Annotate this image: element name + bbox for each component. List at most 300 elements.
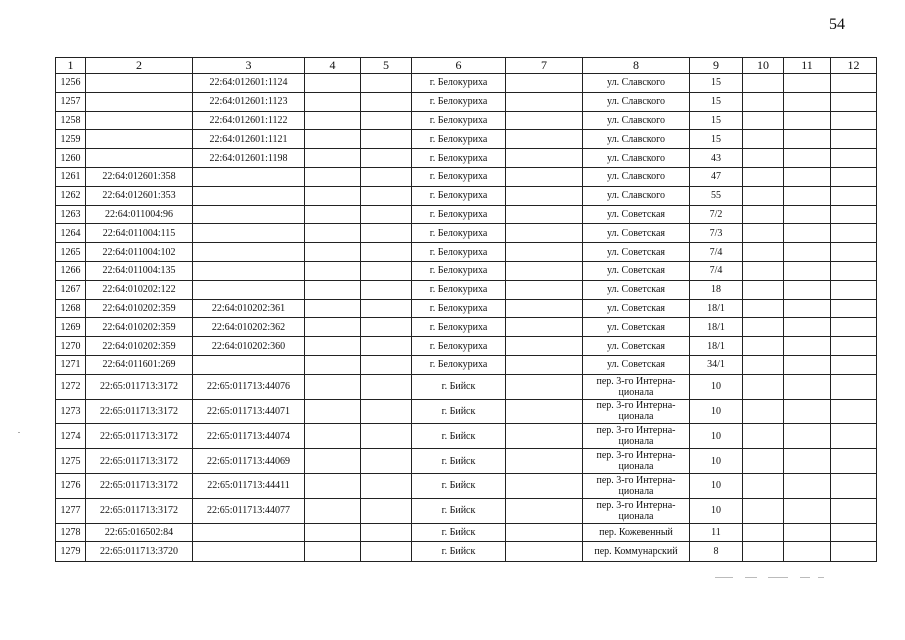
table-cell <box>743 261 784 280</box>
table-cell <box>305 449 361 474</box>
table-cell <box>831 399 877 424</box>
table-cell: 22:64:012601:353 <box>86 186 193 205</box>
table-cell: 22:64:012601:1123 <box>193 92 305 111</box>
table-cell <box>506 92 583 111</box>
table-cell <box>361 318 412 337</box>
table-cell: 7/4 <box>690 243 743 262</box>
table-cell: 1262 <box>56 186 86 205</box>
table-cell <box>305 280 361 299</box>
table-cell <box>305 205 361 224</box>
column-header: 1 <box>56 58 86 74</box>
column-header: 7 <box>506 58 583 74</box>
table-cell: 22:65:011713:44071 <box>193 399 305 424</box>
table-cell <box>506 374 583 399</box>
table-cell: г. Белокуриха <box>412 355 506 374</box>
table-cell: 10 <box>690 399 743 424</box>
table-cell <box>784 149 831 168</box>
table-cell <box>784 261 831 280</box>
table-cell: 22:64:011004:115 <box>86 224 193 243</box>
column-header: 10 <box>743 58 784 74</box>
table-cell: ул. Советская <box>583 205 690 224</box>
table-cell <box>743 149 784 168</box>
table-cell <box>784 224 831 243</box>
table-cell <box>86 74 193 93</box>
table-cell <box>361 261 412 280</box>
table-cell: 22:64:012601:1198 <box>193 149 305 168</box>
table-cell: ул. Славского <box>583 186 690 205</box>
table-cell: 22:64:010202:359 <box>86 318 193 337</box>
table-cell <box>831 261 877 280</box>
table-cell: 22:65:011713:44076 <box>193 374 305 399</box>
table-cell: 43 <box>690 149 743 168</box>
table-cell <box>305 130 361 149</box>
table-row <box>56 337 877 356</box>
table-cell <box>506 243 583 262</box>
table-cell: 18/1 <box>690 337 743 356</box>
table-cell: 15 <box>690 130 743 149</box>
scan-artifact <box>768 577 788 578</box>
table-cell <box>361 299 412 318</box>
table-cell <box>743 92 784 111</box>
table-cell: г. Белокуриха <box>412 74 506 93</box>
table-cell <box>784 299 831 318</box>
table-cell <box>506 280 583 299</box>
table-cell <box>305 92 361 111</box>
column-header: 11 <box>784 58 831 74</box>
table-row <box>56 523 877 542</box>
table-cell <box>784 243 831 262</box>
table-cell <box>361 167 412 186</box>
table-cell: ул. Советская <box>583 318 690 337</box>
table-cell: г. Бийск <box>412 449 506 474</box>
table-cell <box>305 473 361 498</box>
table-cell <box>743 243 784 262</box>
table-cell <box>305 243 361 262</box>
table-row <box>56 111 877 130</box>
table-cell: 1275 <box>56 449 86 474</box>
column-header: 8 <box>583 58 690 74</box>
table-cell: 22:64:010202:361 <box>193 299 305 318</box>
table-cell: 22:64:011601:269 <box>86 355 193 374</box>
table-cell: 22:65:011713:44074 <box>193 424 305 449</box>
table-cell: г. Бийск <box>412 523 506 542</box>
table-cell <box>743 424 784 449</box>
table-cell: 22:64:010202:359 <box>86 299 193 318</box>
table-cell: 55 <box>690 186 743 205</box>
table-cell <box>743 130 784 149</box>
table-cell <box>784 186 831 205</box>
table-cell: 7/4 <box>690 261 743 280</box>
table-cell <box>784 318 831 337</box>
table-row <box>56 224 877 243</box>
table-cell: 1264 <box>56 224 86 243</box>
table-cell: г. Белокуриха <box>412 205 506 224</box>
table-cell <box>506 498 583 523</box>
table-cell <box>305 337 361 356</box>
table-cell: 11 <box>690 523 743 542</box>
table-cell: ул. Славского <box>583 92 690 111</box>
table-cell: 22:64:012601:1122 <box>193 111 305 130</box>
table-cell: 1278 <box>56 523 86 542</box>
table-cell <box>743 224 784 243</box>
column-header: 4 <box>305 58 361 74</box>
table-cell <box>506 130 583 149</box>
table-row <box>56 205 877 224</box>
table-cell <box>743 498 784 523</box>
table-cell <box>831 74 877 93</box>
table-row <box>56 186 877 205</box>
table-cell <box>305 355 361 374</box>
table-cell <box>193 523 305 542</box>
table-cell <box>361 186 412 205</box>
table-cell: 1263 <box>56 205 86 224</box>
table-cell <box>831 149 877 168</box>
table-cell <box>361 92 412 111</box>
table-cell <box>361 205 412 224</box>
table-cell <box>193 224 305 243</box>
table-cell <box>784 449 831 474</box>
table-cell: 22:64:012601:1124 <box>193 74 305 93</box>
table-cell <box>305 424 361 449</box>
table-cell <box>506 449 583 474</box>
table-cell: 18/1 <box>690 318 743 337</box>
table-cell <box>361 74 412 93</box>
table-cell: г. Белокуриха <box>412 318 506 337</box>
table-cell <box>784 424 831 449</box>
table-cell <box>784 205 831 224</box>
table-cell <box>506 473 583 498</box>
table-cell: г. Белокуриха <box>412 280 506 299</box>
table-cell: 1270 <box>56 337 86 356</box>
table-cell: 22:65:011713:3172 <box>86 498 193 523</box>
table-cell <box>831 299 877 318</box>
table-cell <box>743 374 784 399</box>
table-cell <box>361 224 412 243</box>
table-cell <box>506 337 583 356</box>
table-cell: ул. Советская <box>583 355 690 374</box>
table-row <box>56 542 877 562</box>
table-cell: 1274 <box>56 424 86 449</box>
table-cell: 1256 <box>56 74 86 93</box>
table-cell: 22:65:011713:44069 <box>193 449 305 474</box>
table-row <box>56 449 877 474</box>
table-cell: г. Бийск <box>412 399 506 424</box>
table-cell <box>743 542 784 562</box>
table-cell <box>86 149 193 168</box>
table-cell <box>831 224 877 243</box>
table-cell <box>305 318 361 337</box>
table-cell: пер. Кожевенный <box>583 523 690 542</box>
table-cell <box>743 299 784 318</box>
table-cell: ул. Советская <box>583 243 690 262</box>
table-cell: 22:64:011004:135 <box>86 261 193 280</box>
table-cell <box>361 111 412 130</box>
table-cell: ул. Славского <box>583 130 690 149</box>
table-cell <box>743 186 784 205</box>
column-header: 6 <box>412 58 506 74</box>
table-cell <box>506 186 583 205</box>
table-cell <box>784 355 831 374</box>
table-cell: ул. Славского <box>583 74 690 93</box>
table-cell: пер. 3-го Интерна- ционала <box>583 424 690 449</box>
table-cell: 22:65:011713:3172 <box>86 399 193 424</box>
table-cell <box>506 399 583 424</box>
table-cell: 22:64:010202:362 <box>193 318 305 337</box>
table-cell <box>193 243 305 262</box>
table-cell <box>743 355 784 374</box>
table-cell <box>305 542 361 562</box>
table-cell: 22:65:011713:3172 <box>86 374 193 399</box>
table-cell <box>784 74 831 93</box>
table-cell: 22:64:010202:360 <box>193 337 305 356</box>
table-cell <box>86 130 193 149</box>
table-cell <box>743 337 784 356</box>
table-cell <box>784 130 831 149</box>
table-cell: 10 <box>690 473 743 498</box>
table-cell: пер. 3-го Интерна- ционала <box>583 374 690 399</box>
table-cell: г. Бийск <box>412 473 506 498</box>
table-cell: 1268 <box>56 299 86 318</box>
table-row <box>56 399 877 424</box>
table-row <box>56 498 877 523</box>
table-cell: пер. 3-го Интерна- ционала <box>583 399 690 424</box>
table-cell <box>506 318 583 337</box>
table-cell <box>305 111 361 130</box>
table-row <box>56 130 877 149</box>
table-cell: 22:65:011713:3172 <box>86 449 193 474</box>
table-cell <box>506 205 583 224</box>
table-cell: г. Белокуриха <box>412 261 506 280</box>
table-cell: 34/1 <box>690 355 743 374</box>
column-header: 5 <box>361 58 412 74</box>
table-cell <box>361 399 412 424</box>
table-row <box>56 149 877 168</box>
table-cell <box>831 167 877 186</box>
table-cell <box>506 542 583 562</box>
table-cell: г. Белокуриха <box>412 186 506 205</box>
table-cell: г. Белокуриха <box>412 92 506 111</box>
column-header: 12 <box>831 58 877 74</box>
table-cell: г. Белокуриха <box>412 149 506 168</box>
table-cell: 22:64:011004:102 <box>86 243 193 262</box>
table-cell: 1277 <box>56 498 86 523</box>
table-cell: г. Белокуриха <box>412 224 506 243</box>
table-cell <box>86 92 193 111</box>
table-cell: г. Бийск <box>412 424 506 449</box>
table-cell: г. Белокуриха <box>412 299 506 318</box>
table-row <box>56 74 877 93</box>
table-cell: 1259 <box>56 130 86 149</box>
table-cell: 1267 <box>56 280 86 299</box>
table-cell: 18/1 <box>690 299 743 318</box>
table-cell <box>361 337 412 356</box>
table-cell <box>831 92 877 111</box>
table-cell <box>743 167 784 186</box>
table-cell <box>361 542 412 562</box>
table-cell: 22:64:010202:122 <box>86 280 193 299</box>
table-cell <box>743 318 784 337</box>
table-cell <box>305 74 361 93</box>
table-cell: г. Бийск <box>412 542 506 562</box>
table-cell <box>831 111 877 130</box>
table-cell <box>361 149 412 168</box>
table-cell: 15 <box>690 111 743 130</box>
table-cell <box>361 424 412 449</box>
table-cell: пер. 3-го Интерна- ционала <box>583 473 690 498</box>
table-cell: 7/3 <box>690 224 743 243</box>
table-cell <box>743 111 784 130</box>
table-cell: 1279 <box>56 542 86 562</box>
table-row <box>56 92 877 111</box>
table-cell: 22:64:012601:358 <box>86 167 193 186</box>
table-cell <box>831 280 877 299</box>
table-cell <box>831 449 877 474</box>
table-cell: 1261 <box>56 167 86 186</box>
table-cell <box>506 424 583 449</box>
register-body <box>56 74 877 562</box>
table-cell <box>193 280 305 299</box>
table-cell: 10 <box>690 449 743 474</box>
table-cell <box>784 337 831 356</box>
table-cell <box>305 261 361 280</box>
scan-artifact <box>800 577 810 578</box>
table-cell: 1258 <box>56 111 86 130</box>
table-cell <box>305 149 361 168</box>
table-cell: 1257 <box>56 92 86 111</box>
column-header: 2 <box>86 58 193 74</box>
table-cell: 22:64:012601:1121 <box>193 130 305 149</box>
table-row <box>56 473 877 498</box>
table-cell: ул. Советская <box>583 299 690 318</box>
table-cell <box>831 473 877 498</box>
table-cell <box>831 355 877 374</box>
table-row <box>56 299 877 318</box>
table-cell <box>305 167 361 186</box>
table-cell: 22:64:011004:96 <box>86 205 193 224</box>
table-cell: 8 <box>690 542 743 562</box>
table-cell <box>506 74 583 93</box>
scan-artifact <box>18 432 20 433</box>
table-cell: пер. 3-го Интерна- ционала <box>583 498 690 523</box>
table-cell <box>743 399 784 424</box>
table-cell: ул. Советская <box>583 280 690 299</box>
register-table <box>55 57 877 562</box>
table-cell <box>831 498 877 523</box>
table-cell <box>831 318 877 337</box>
header-row <box>56 58 877 74</box>
table-cell <box>361 355 412 374</box>
table-cell: 47 <box>690 167 743 186</box>
table-cell <box>193 167 305 186</box>
table-cell <box>305 299 361 318</box>
table-cell <box>831 186 877 205</box>
scan-artifact <box>745 577 757 578</box>
table-cell <box>784 280 831 299</box>
table-cell <box>506 261 583 280</box>
table-cell <box>831 542 877 562</box>
table-cell: ул. Славского <box>583 167 690 186</box>
table-cell: 1266 <box>56 261 86 280</box>
table-cell <box>305 523 361 542</box>
table-cell <box>831 130 877 149</box>
table-cell <box>506 523 583 542</box>
table-cell <box>784 92 831 111</box>
table-cell <box>305 498 361 523</box>
table-cell <box>506 355 583 374</box>
scan-artifact <box>818 577 824 578</box>
table-cell <box>831 523 877 542</box>
table-cell: 1271 <box>56 355 86 374</box>
table-cell: г. Белокуриха <box>412 111 506 130</box>
table-cell: 1260 <box>56 149 86 168</box>
table-row <box>56 280 877 299</box>
table-cell <box>305 374 361 399</box>
table-cell <box>784 167 831 186</box>
table-cell: 15 <box>690 92 743 111</box>
table-cell <box>831 337 877 356</box>
table-cell <box>506 299 583 318</box>
table-cell: ул. Славского <box>583 111 690 130</box>
table-cell <box>743 205 784 224</box>
table-cell: г. Белокуриха <box>412 130 506 149</box>
table-row <box>56 424 877 449</box>
table-cell: 22:65:011713:3720 <box>86 542 193 562</box>
table-cell <box>361 130 412 149</box>
table-row <box>56 318 877 337</box>
table-row <box>56 261 877 280</box>
table-row <box>56 355 877 374</box>
table-cell <box>361 498 412 523</box>
table-cell: 1273 <box>56 399 86 424</box>
table-cell <box>506 149 583 168</box>
table-cell <box>743 449 784 474</box>
table-cell <box>506 111 583 130</box>
table-cell <box>305 399 361 424</box>
table-cell: 18 <box>690 280 743 299</box>
table-cell <box>784 374 831 399</box>
table-cell: 22:65:016502:84 <box>86 523 193 542</box>
table-cell: 22:65:011713:3172 <box>86 424 193 449</box>
table-cell: 10 <box>690 424 743 449</box>
table-cell: 7/2 <box>690 205 743 224</box>
table-cell <box>361 523 412 542</box>
table-cell <box>743 523 784 542</box>
table-cell <box>193 261 305 280</box>
table-cell: ул. Советская <box>583 224 690 243</box>
table-cell: 15 <box>690 74 743 93</box>
table-cell: г. Белокуриха <box>412 167 506 186</box>
table-cell: 1269 <box>56 318 86 337</box>
column-header: 3 <box>193 58 305 74</box>
page-number: 54 <box>829 16 845 33</box>
table-cell <box>361 473 412 498</box>
table-cell: г. Бийск <box>412 498 506 523</box>
scan-artifact <box>715 577 733 578</box>
table-cell <box>193 542 305 562</box>
table-cell <box>831 374 877 399</box>
table-cell <box>831 243 877 262</box>
table-cell: 22:64:010202:359 <box>86 337 193 356</box>
table-cell <box>743 280 784 299</box>
table-cell <box>506 167 583 186</box>
table-cell <box>831 424 877 449</box>
table-cell <box>305 186 361 205</box>
table-cell <box>193 205 305 224</box>
table-cell: 22:65:011713:44077 <box>193 498 305 523</box>
table-cell <box>361 280 412 299</box>
table-cell: 10 <box>690 374 743 399</box>
table-cell <box>506 224 583 243</box>
